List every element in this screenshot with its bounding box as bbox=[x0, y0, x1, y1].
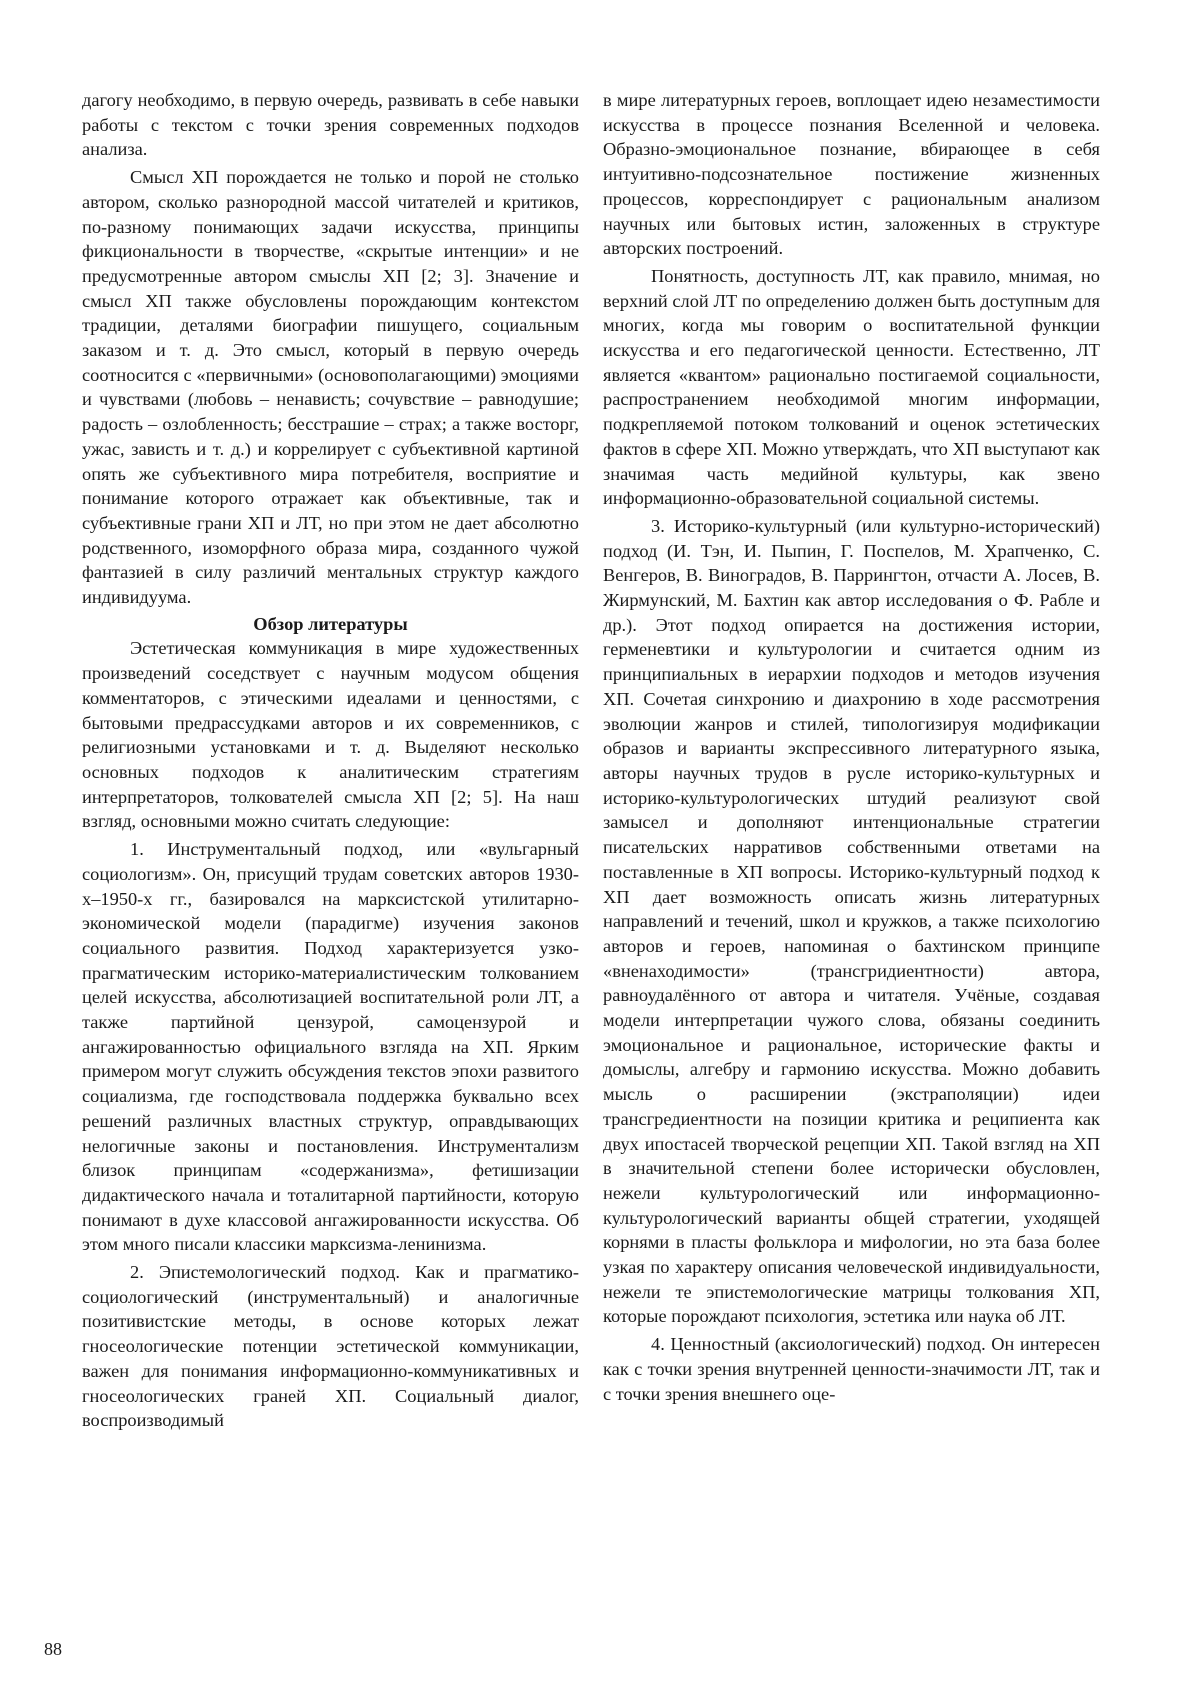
right-column bbox=[603, 88, 1100, 1406]
paragraph: 4. Ценностный (аксиологический) подход. Он интересен как с точки зрения внутренней ценности-значимости ЛТ, так и с точки зрения внешнего оце- bbox=[603, 1334, 1100, 1404]
paragraph: дагогу необходимо, в первую очередь, развивать в себе навыки работы с текстом с точки зрения современных подходов анализа. bbox=[82, 90, 579, 160]
section-heading: Обзор литературы bbox=[253, 613, 408, 634]
paragraph: Смысл ХП порождается не только и порой не столько автором, сколько разнородной массой читателей и критиков, по-разному понимающих задачи искусства, принципы фикциональности в творчестве, «скрытые интенции» и не предусмотренные автором смыслы ХП [2; 3]. Значение и смысл ХП также обусловлены порождающим контекстом традиции, деталями биографии пишущего, социальным заказом и т. д. Это смысл, который в первую очередь соотносится с «первичными» (основополагающими) эмоциями и чувствами (любовь – ненависть; сочувствие – равнодушие; радость – озлобленность; бесстрашие – страх; а также восторг, ужас, зависть и т. д.) и коррелирует с субъективной картиной опять же субъективного мира потребителя, восприятие и понимание которого отражает как объективные, так и субъективные грани ХП и ЛТ, но при этом не дает абсолютно родственного, изоморфного образа мира, созданного чужой фантазией в силу различий ментальных структур каждого индивидуума. bbox=[82, 167, 579, 608]
paragraph: 2. Эпистемологический подход. Как и прагматико-социологический (инструментальный) и аналогичные позитивистские методы, в основе которых лежат гносеологические потенции эстетической коммуникации, важен для понимания информационно-коммуникативных и гносеологических граней ХП. Социальный диалог, воспроизводимый bbox=[82, 1262, 579, 1431]
paragraph: Понятность, доступность ЛТ, как правило, мнимая, но верхний слой ЛТ по определению должен быть доступным для многих, когда мы говорим о воспитательной функции искусства и его педагогической ценности. Естественно, ЛТ является «квантом» рационально постигаемой социальности, распространением необходимой многим информации, подкрепляемой потоком толкований и оценок эстетических фактов в сфере ХП. Можно утверждать, что ХП выступают как значимая часть медийной культуры, как звено информационно-образовательной социальной системы. bbox=[603, 265, 1100, 509]
paragraph: 3. Историко-культурный (или культурно-исторический) подход (И. Тэн, И. Пыпин, Г. Поспелов, М. Храпченко, С. Венгеров, В. Виноградов, В. Паррингтон, отчасти А. Лосев, В. Жирмунский, М. Бахтин как автор исследования о Ф. Рабле и др.). Этот подход опирается на достижения истории, герменевтики и культурологии и считается одним из принципиальных в иерархии подходов и методов изучения ХП. Сочетая синхронию и диахронию в ходе рассмотрения эволюции жанров и стилей, типологизируя модификации образов и варианты экспрессивного литературного языка, авторы научных трудов в русле историко-культурных и историко-культурологических штудий реализуют свой замысел и дополняют интенциональные стратегии писательских нарративов собственными ответами на поставленные в ХП вопросы. Историко-культурный подход к ХП дает возможность описать жизнь литературных направлений и течений, школ и кружков, а также психологию авторов и героев, напоминая о бахтинском принципе «вненаходимости» (трансгридиентности) автора, равноудалённого от автора и читателя. Учёные, создавая модели интерпретации чужого слова, обязаны соединить эмоциональное и рациональное, исторические факты и домыслы, алгебру и гармонию искусства. Можно добавить мысль о расширении (экстраполяции) идеи трансгредиентности на позиции критика и реципиента как двух ипостасей творческой рецепции ХП. Такой взгляд на ХП в значительной степени более исторически обусловлен, нежели культурологический или информационно-культурологический варианты общей стратегии, уходящей корнями в пласты фольклора и мифологии, но эта база более узкая по характеру описания человеческой индивидуальности, нежели те эпистемологические матрицы толкования ХП, которые порождают психология, эстетика или наука об ЛТ. bbox=[603, 515, 1100, 1327]
left-column bbox=[82, 88, 579, 1433]
paragraph: Эстетическая коммуникация в мире художественных произведений соседствует с научным модусом общения комментаторов, с этическими идеалами и ценностями, с бытовыми предрассудками авторов и их современников, с религиозными установками и т. д. Выделяют несколько основных подходов к аналитическим стратегиям интерпретаторов, толкователей смысла ХП [2; 5]. На наш взгляд, основными можно считать следующие: bbox=[82, 638, 579, 832]
paragraph: в мире литературных героев, воплощает идею незаместимости искусства в процессе познания Вселенной и человека. Образно-эмоциональное познание, вбирающее в себя интуитивно-подсознательное постижение жизненных процессов, корреспондирует с рациональным анализом научных или бытовых истин, заложенных в структуре авторских построений. bbox=[603, 90, 1100, 259]
page-number: 88 bbox=[44, 1639, 62, 1659]
paragraph: 1. Инструментальный подход, или «вульгарный социологизм». Он, присущий трудам советских авторов 1930-х–1950-х гг., базировался на марксистской утилитарно-экономической модели (парадигме) изучения законов социального развития. Подход характеризуется узко-прагматическим историко-материалистическим толкованием целей искусства, абсолютизацией воспитательной роли ЛТ, а также партийной цензурой, самоцензурой и ангажированностью официального взгляда на ХП. Ярким примером могут служить обсуждения текстов эпохи развитого социализма, где господствовала поддержка буквально всех решений различных властных структур, оправдывающих нелогичные законы и постановления. Инструментализм близок принципам «содержанизма», фетишизации дидактического начала и тоталитарной партийности, которую понимают в духе классовой ангажированности искусства. Об этом много писали классики марксизма-ленинизма. bbox=[82, 839, 579, 1255]
